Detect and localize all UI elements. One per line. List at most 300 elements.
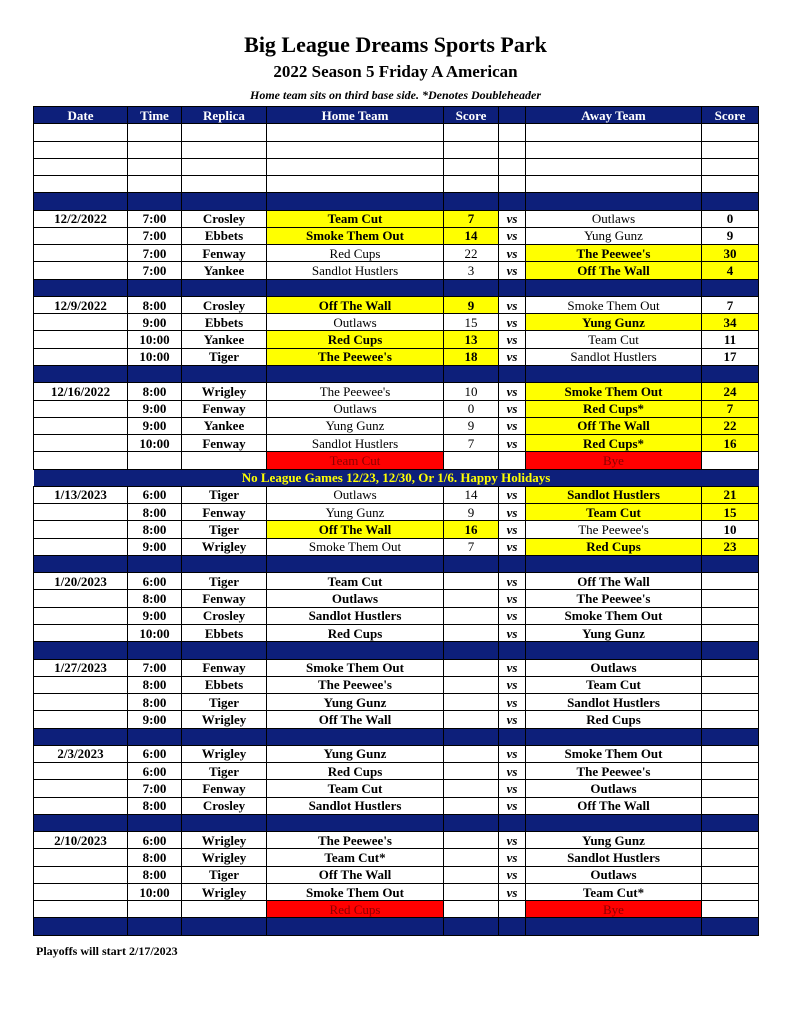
- separator-cell: [444, 279, 499, 296]
- game-row: [34, 780, 759, 797]
- date-cell: [34, 521, 128, 538]
- date-cell: [34, 400, 128, 417]
- date-cell: 2/10/2023: [34, 832, 128, 849]
- separator-cell: [444, 642, 499, 659]
- home-team-cell: Smoke Them Out: [267, 227, 444, 244]
- home-score-cell: [444, 866, 499, 883]
- home-score-cell: [444, 624, 499, 641]
- separator-cell: [499, 728, 526, 745]
- separator-cell: [526, 814, 702, 831]
- holiday-message-row: [34, 469, 759, 486]
- away-team-cell: Team Cut: [526, 676, 702, 693]
- bye-label-cell: Bye: [526, 452, 702, 469]
- date-cell: [34, 883, 128, 900]
- vs-cell: vs: [499, 797, 526, 814]
- col-header-replica: Replica: [182, 107, 267, 124]
- bye-label-cell: Bye: [526, 901, 702, 918]
- time-cell: 7:00: [128, 262, 182, 279]
- away-team-cell: Off The Wall: [526, 262, 702, 279]
- home-team-cell: Outlaws: [267, 590, 444, 607]
- home-team-cell: Team Cut: [267, 780, 444, 797]
- separator-cell: [526, 279, 702, 296]
- blank-row: [34, 176, 759, 193]
- home-score-cell: [444, 590, 499, 607]
- date-cell: [34, 348, 128, 365]
- blank-cell: [267, 158, 444, 175]
- replica-cell: Yankee: [182, 417, 267, 434]
- away-score-cell: 10: [702, 521, 759, 538]
- away-score-cell: 22: [702, 417, 759, 434]
- separator-cell: [34, 814, 128, 831]
- away-score-cell: 4: [702, 262, 759, 279]
- blank-cell: [499, 158, 526, 175]
- game-row: [34, 659, 759, 676]
- blank-cell: [702, 124, 759, 141]
- separator-cell: [499, 365, 526, 382]
- blank-cell: [267, 176, 444, 193]
- game-row: [34, 486, 759, 503]
- separator-cell: [128, 193, 182, 210]
- home-score-cell: [444, 607, 499, 624]
- replica-cell: Wrigley: [182, 883, 267, 900]
- separator-cell: [526, 728, 702, 745]
- home-score-cell: [444, 573, 499, 590]
- away-score-cell: 24: [702, 383, 759, 400]
- season-subtitle: 2022 Season 5 Friday A American: [273, 62, 518, 81]
- col-header-vs: [499, 107, 526, 124]
- vs-cell: vs: [499, 210, 526, 227]
- away-score-cell: 7: [702, 400, 759, 417]
- away-team-cell: The Peewee's: [526, 590, 702, 607]
- replica-cell: Fenway: [182, 659, 267, 676]
- blank-cell: [702, 158, 759, 175]
- separator-cell: [182, 728, 267, 745]
- vs-cell: vs: [499, 314, 526, 331]
- home-score-cell: [444, 711, 499, 728]
- home-score-cell: 9: [444, 296, 499, 313]
- date-cell: 12/2/2022: [34, 210, 128, 227]
- replica-cell: Ebbets: [182, 676, 267, 693]
- separator-cell: [499, 814, 526, 831]
- time-cell: 9:00: [128, 417, 182, 434]
- replica-cell: Yankee: [182, 331, 267, 348]
- away-score-cell: 17: [702, 348, 759, 365]
- time-cell: 8:00: [128, 504, 182, 521]
- vs-cell: vs: [499, 383, 526, 400]
- date-cell: [34, 901, 128, 918]
- game-row: [34, 849, 759, 866]
- home-score-cell: [444, 797, 499, 814]
- away-score-cell: [702, 866, 759, 883]
- header-row: [34, 107, 759, 124]
- home-score-cell: [444, 832, 499, 849]
- time-cell: 7:00: [128, 780, 182, 797]
- date-cell: [34, 711, 128, 728]
- separator-cell: [267, 918, 444, 935]
- home-score-cell: [444, 849, 499, 866]
- separator-cell: [702, 193, 759, 210]
- game-row: [34, 245, 759, 262]
- away-score-cell: [702, 573, 759, 590]
- home-team-cell: The Peewee's: [267, 832, 444, 849]
- replica-cell: Tiger: [182, 573, 267, 590]
- away-score-cell: 0: [702, 210, 759, 227]
- separator-cell: [34, 642, 128, 659]
- vs-cell: vs: [499, 866, 526, 883]
- home-team-cell: Sandlot Hustlers: [267, 607, 444, 624]
- home-score-cell: [444, 694, 499, 711]
- separator-cell: [444, 814, 499, 831]
- date-cell: [34, 227, 128, 244]
- home-score-cell: [444, 763, 499, 780]
- separator-cell: [128, 365, 182, 382]
- replica-cell: Tiger: [182, 763, 267, 780]
- blank-cell: [499, 124, 526, 141]
- home-team-cell: Yung Gunz: [267, 694, 444, 711]
- separator-cell: [444, 193, 499, 210]
- away-score-cell: [702, 694, 759, 711]
- separator-cell: [34, 279, 128, 296]
- date-cell: [34, 694, 128, 711]
- blank-row: [34, 124, 759, 141]
- home-team-cell: Smoke Them Out: [267, 659, 444, 676]
- away-team-cell: Yung Gunz: [526, 314, 702, 331]
- vs-cell: vs: [499, 331, 526, 348]
- game-row: [34, 348, 759, 365]
- away-score-cell: 11: [702, 331, 759, 348]
- home-team-cell: Yung Gunz: [267, 745, 444, 762]
- date-cell: [34, 538, 128, 555]
- away-score-cell: [702, 590, 759, 607]
- separator-cell: [444, 555, 499, 572]
- away-team-cell: Sandlot Hustlers: [526, 694, 702, 711]
- separator-cell: [182, 814, 267, 831]
- home-score-cell: 13: [444, 331, 499, 348]
- replica-cell: Tiger: [182, 348, 267, 365]
- vs-cell: vs: [499, 435, 526, 452]
- away-score-cell: [702, 763, 759, 780]
- blank-cell: [34, 124, 128, 141]
- home-score-cell: 7: [444, 538, 499, 555]
- date-cell: [34, 435, 128, 452]
- vs-cell: [499, 452, 526, 469]
- vs-cell: vs: [499, 521, 526, 538]
- game-row: [34, 573, 759, 590]
- col-header-away-team: Away Team: [526, 107, 702, 124]
- away-score-cell: [702, 883, 759, 900]
- separator-cell: [702, 918, 759, 935]
- home-team-cell: Red Cups: [267, 624, 444, 641]
- week-separator-row: [34, 814, 759, 831]
- date-cell: [34, 452, 128, 469]
- game-row: [34, 400, 759, 417]
- away-team-cell: Outlaws: [526, 866, 702, 883]
- separator-cell: [702, 555, 759, 572]
- game-row: [34, 590, 759, 607]
- separator-cell: [267, 814, 444, 831]
- blank-cell: [702, 176, 759, 193]
- separator-cell: [128, 555, 182, 572]
- game-row: [34, 417, 759, 434]
- vs-cell: vs: [499, 538, 526, 555]
- replica-cell: Wrigley: [182, 383, 267, 400]
- replica-cell: [182, 452, 267, 469]
- separator-cell: [444, 918, 499, 935]
- time-cell: 6:00: [128, 745, 182, 762]
- time-cell: 6:00: [128, 763, 182, 780]
- away-team-cell: Yung Gunz: [526, 227, 702, 244]
- home-team-cell: Outlaws: [267, 314, 444, 331]
- game-row: [34, 797, 759, 814]
- home-score-cell: [444, 745, 499, 762]
- week-separator-row: [34, 918, 759, 935]
- home-score-cell: 16: [444, 521, 499, 538]
- col-header-home-team: Home Team: [267, 107, 444, 124]
- replica-cell: Fenway: [182, 780, 267, 797]
- away-score-cell: [702, 780, 759, 797]
- separator-cell: [182, 642, 267, 659]
- home-score-cell: 9: [444, 504, 499, 521]
- replica-cell: Tiger: [182, 521, 267, 538]
- separator-cell: [182, 279, 267, 296]
- date-cell: [34, 780, 128, 797]
- home-team-cell: Smoke Them Out: [267, 538, 444, 555]
- time-cell: 8:00: [128, 797, 182, 814]
- game-row: [34, 504, 759, 521]
- home-score-cell: 18: [444, 348, 499, 365]
- vs-cell: vs: [499, 659, 526, 676]
- date-cell: 1/27/2023: [34, 659, 128, 676]
- time-cell: 9:00: [128, 607, 182, 624]
- date-cell: 12/9/2022: [34, 296, 128, 313]
- separator-cell: [499, 642, 526, 659]
- schedule-body: [34, 124, 759, 935]
- separator-cell: [182, 918, 267, 935]
- col-header-date: Date: [34, 107, 128, 124]
- time-cell: 9:00: [128, 711, 182, 728]
- home-team-cell: Yung Gunz: [267, 504, 444, 521]
- blank-cell: [444, 158, 499, 175]
- separator-cell: [34, 728, 128, 745]
- separator-cell: [499, 555, 526, 572]
- date-cell: [34, 849, 128, 866]
- separator-cell: [499, 279, 526, 296]
- replica-cell: Ebbets: [182, 314, 267, 331]
- separator-cell: [267, 555, 444, 572]
- date-cell: 1/13/2023: [34, 486, 128, 503]
- col-header-time: Time: [128, 107, 182, 124]
- replica-cell: Wrigley: [182, 538, 267, 555]
- game-row: [34, 745, 759, 762]
- separator-cell: [182, 555, 267, 572]
- date-cell: [34, 590, 128, 607]
- away-score-cell: [702, 849, 759, 866]
- away-team-cell: Sandlot Hustlers: [526, 486, 702, 503]
- separator-cell: [34, 365, 128, 382]
- vs-cell: vs: [499, 676, 526, 693]
- vs-cell: vs: [499, 590, 526, 607]
- away-team-cell: Off The Wall: [526, 797, 702, 814]
- away-score-cell: [702, 711, 759, 728]
- replica-cell: Fenway: [182, 590, 267, 607]
- separator-cell: [267, 193, 444, 210]
- vs-cell: vs: [499, 711, 526, 728]
- date-cell: [34, 245, 128, 262]
- date-cell: [34, 314, 128, 331]
- replica-cell: Ebbets: [182, 624, 267, 641]
- away-team-cell: The Peewee's: [526, 521, 702, 538]
- home-score-cell: 3: [444, 262, 499, 279]
- separator-cell: [34, 193, 128, 210]
- time-cell: 6:00: [128, 486, 182, 503]
- away-score-cell: [702, 797, 759, 814]
- home-score-cell: [444, 780, 499, 797]
- week-separator-row: [34, 279, 759, 296]
- away-score-cell: [702, 901, 759, 918]
- game-row: [34, 521, 759, 538]
- bye-row: [34, 452, 759, 469]
- home-team-cell: Yung Gunz: [267, 417, 444, 434]
- bye-team-cell: Team Cut: [267, 452, 444, 469]
- time-cell: 10:00: [128, 435, 182, 452]
- time-cell: 9:00: [128, 400, 182, 417]
- away-team-cell: Team Cut: [526, 331, 702, 348]
- separator-cell: [267, 279, 444, 296]
- blank-cell: [128, 124, 182, 141]
- home-score-cell: 14: [444, 486, 499, 503]
- date-cell: 2/3/2023: [34, 745, 128, 762]
- away-team-cell: Red Cups: [526, 711, 702, 728]
- time-cell: 7:00: [128, 227, 182, 244]
- vs-cell: vs: [499, 780, 526, 797]
- date-cell: [34, 607, 128, 624]
- game-row: [34, 676, 759, 693]
- home-team-cell: Outlaws: [267, 486, 444, 503]
- time-cell: 8:00: [128, 694, 182, 711]
- date-cell: 1/20/2023: [34, 573, 128, 590]
- replica-cell: Wrigley: [182, 849, 267, 866]
- separator-cell: [702, 365, 759, 382]
- time-cell: 10:00: [128, 883, 182, 900]
- replica-cell: Wrigley: [182, 745, 267, 762]
- vs-cell: vs: [499, 227, 526, 244]
- away-team-cell: Outlaws: [526, 210, 702, 227]
- replica-cell: Fenway: [182, 245, 267, 262]
- away-team-cell: Red Cups*: [526, 435, 702, 452]
- separator-cell: [128, 279, 182, 296]
- home-score-cell: 7: [444, 210, 499, 227]
- date-cell: [34, 797, 128, 814]
- game-row: [34, 314, 759, 331]
- away-score-cell: [702, 452, 759, 469]
- separator-cell: [702, 814, 759, 831]
- separator-cell: [499, 918, 526, 935]
- home-team-cell: Off The Wall: [267, 296, 444, 313]
- blank-cell: [444, 176, 499, 193]
- blank-row: [34, 141, 759, 158]
- replica-cell: Fenway: [182, 504, 267, 521]
- blank-row: [34, 158, 759, 175]
- separator-cell: [128, 642, 182, 659]
- blank-cell: [526, 141, 702, 158]
- vs-cell: vs: [499, 417, 526, 434]
- away-team-cell: Team Cut*: [526, 883, 702, 900]
- away-score-cell: [702, 676, 759, 693]
- game-row: [34, 383, 759, 400]
- away-team-cell: Outlaws: [526, 780, 702, 797]
- time-cell: 10:00: [128, 331, 182, 348]
- blank-cell: [267, 124, 444, 141]
- away-team-cell: Off The Wall: [526, 573, 702, 590]
- away-team-cell: Smoke Them Out: [526, 607, 702, 624]
- vs-cell: [499, 901, 526, 918]
- blank-cell: [702, 141, 759, 158]
- home-team-cell: Sandlot Hustlers: [267, 435, 444, 452]
- away-team-cell: Smoke Them Out: [526, 383, 702, 400]
- week-separator-row: [34, 555, 759, 572]
- vs-cell: vs: [499, 486, 526, 503]
- game-row: [34, 296, 759, 313]
- separator-cell: [128, 918, 182, 935]
- blank-cell: [499, 176, 526, 193]
- replica-cell: Yankee: [182, 262, 267, 279]
- blank-cell: [267, 141, 444, 158]
- away-team-cell: Sandlot Hustlers: [526, 348, 702, 365]
- vs-cell: vs: [499, 573, 526, 590]
- away-score-cell: 34: [702, 314, 759, 331]
- time-cell: 6:00: [128, 573, 182, 590]
- vs-cell: vs: [499, 262, 526, 279]
- separator-cell: [128, 814, 182, 831]
- blank-cell: [444, 124, 499, 141]
- blank-cell: [34, 176, 128, 193]
- time-cell: 8:00: [128, 296, 182, 313]
- separator-cell: [267, 642, 444, 659]
- replica-cell: Ebbets: [182, 227, 267, 244]
- blank-cell: [128, 176, 182, 193]
- away-team-cell: Red Cups*: [526, 400, 702, 417]
- date-cell: [34, 676, 128, 693]
- separator-cell: [702, 279, 759, 296]
- vs-cell: vs: [499, 348, 526, 365]
- blank-cell: [499, 141, 526, 158]
- away-team-cell: Sandlot Hustlers: [526, 849, 702, 866]
- separator-cell: [182, 365, 267, 382]
- replica-cell: Tiger: [182, 694, 267, 711]
- away-team-cell: Off The Wall: [526, 417, 702, 434]
- blank-cell: [182, 176, 267, 193]
- vs-cell: vs: [499, 694, 526, 711]
- home-team-cell: Team Cut*: [267, 849, 444, 866]
- time-cell: 8:00: [128, 676, 182, 693]
- away-score-cell: [702, 607, 759, 624]
- home-score-cell: [444, 452, 499, 469]
- away-team-cell: Yung Gunz: [526, 832, 702, 849]
- away-score-cell: [702, 659, 759, 676]
- away-score-cell: 9: [702, 227, 759, 244]
- time-cell: 9:00: [128, 538, 182, 555]
- game-row: [34, 624, 759, 641]
- separator-cell: [702, 642, 759, 659]
- vs-cell: vs: [499, 832, 526, 849]
- replica-cell: [182, 901, 267, 918]
- separator-cell: [526, 555, 702, 572]
- separator-cell: [128, 728, 182, 745]
- away-score-cell: [702, 745, 759, 762]
- away-team-cell: Outlaws: [526, 659, 702, 676]
- home-team-cell: The Peewee's: [267, 676, 444, 693]
- home-team-cell: The Peewee's: [267, 348, 444, 365]
